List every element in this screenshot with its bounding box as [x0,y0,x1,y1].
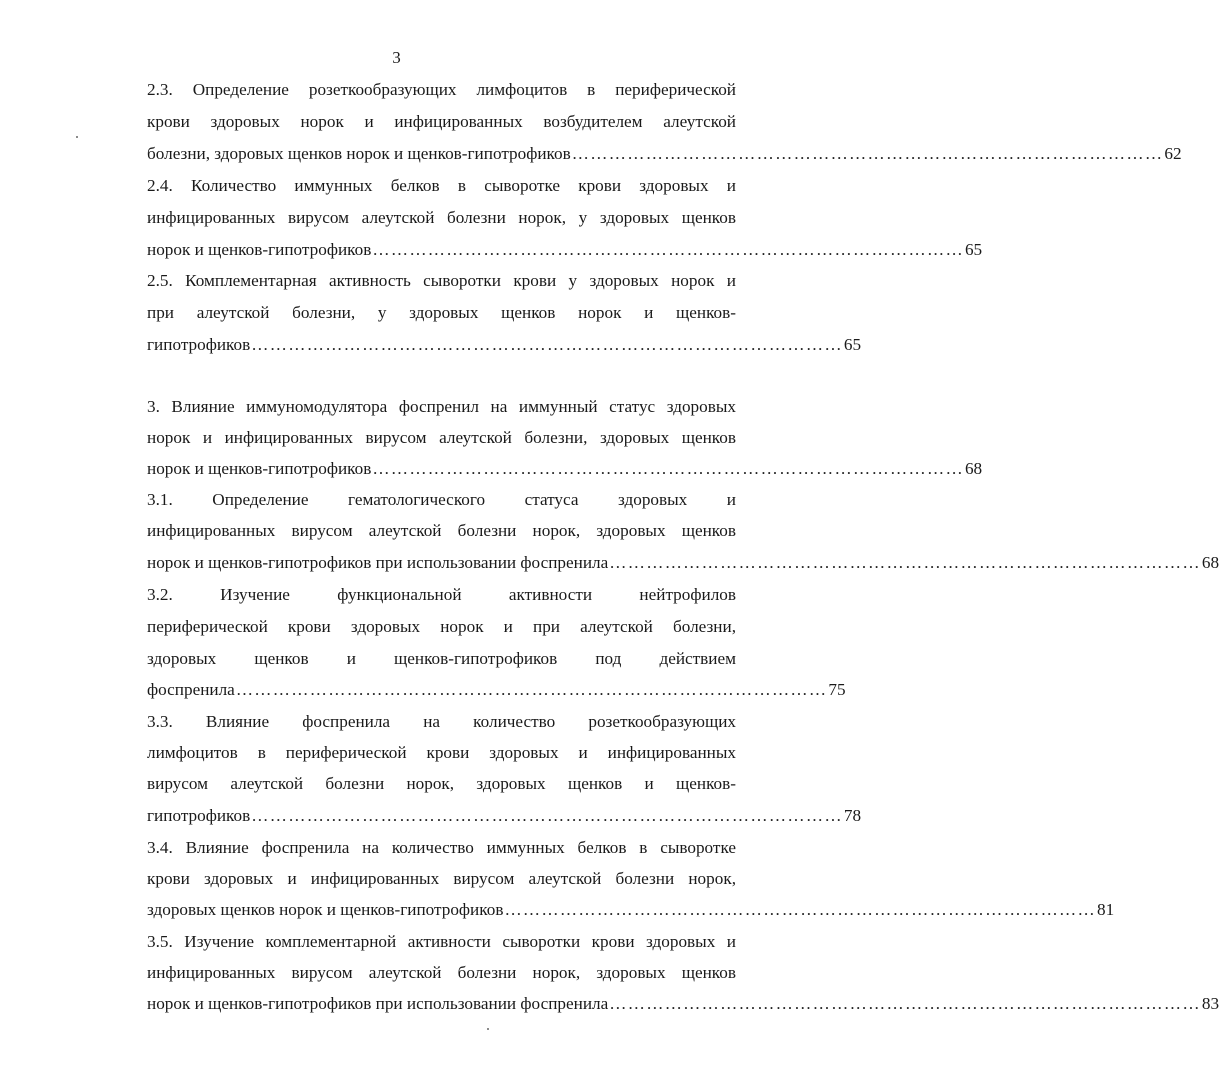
toc-entry-2-5-last-line [147,335,862,355]
toc-entry-title-tail: норок и щенков-гипотрофиков [147,240,372,259]
toc-entry-3-3-last-line [147,806,862,826]
toc-entry-3-last-line [147,459,983,479]
dot-leader: …………………………………………………………………………………… [251,335,843,354]
toc-entry-3-3-line-3: вирусом алеутской болезни норок, здоровых щенков и щенков- [147,774,736,793]
toc-entry-title-tail: здоровых щенков норок и щенков-гипотрофиков [147,900,504,919]
toc-entry-3-5-last-line [147,994,1219,1014]
scan-speck [76,136,78,138]
toc-entry-2-4-last-line [147,240,983,260]
toc-page-number: 65 [843,335,862,354]
scan-speck [487,1028,489,1030]
dot-leader: …………………………………………………………………………………… [235,680,828,699]
toc-entry-title-tail: норок и щенков-гипотрофиков [147,459,372,478]
dot-leader: …………………………………………………………………………………… [609,994,1201,1013]
toc-entry-2-5-line-1: 2.5. Комплементарная активность сыворотки крови у здоровых норок и [147,271,736,290]
dot-leader: …………………………………………………………………………………… [504,900,1097,919]
toc-entry-3-1-line-2: инфицированных вирусом алеутской болезни норок, здоровых щенков [147,521,736,540]
toc-page-number: 68 [1201,553,1219,572]
toc-entry-3-1-line-1: 3.1. Определение гематологического статуса здоровых и [147,490,736,509]
toc-entry-2-4-line-2: инфицированных вирусом алеутской болезни норок, у здоровых щенков [147,208,736,227]
dot-leader: …………………………………………………………………………………… [251,806,843,825]
toc-page-number: 83 [1201,994,1219,1013]
toc-entry-title-tail: гипотрофиков [147,806,251,825]
toc-entry-3-5-line-1: 3.5. Изучение комплементарной активности сыворотки крови здоровых и [147,932,736,951]
toc-entry-3-2-line-3: здоровых щенков и щенков-гипотрофиков под действием [147,649,736,668]
toc-entry-3-3-line-2: лимфоцитов в периферической крови здоровых и инфицированных [147,743,736,762]
toc-entry-title-tail: гипотрофиков [147,335,251,354]
page-number: 3 [392,48,401,67]
toc-page-number: 75 [828,680,846,699]
dot-leader: …………………………………………………………………………………… [372,459,964,478]
toc-entry-title-tail: болезни, здоровых щенков норок и щенков-гипотрофиков [147,144,571,163]
toc-entry-3-2-line-2: периферической крови здоровых норок и при алеутской болезни, [147,617,736,636]
toc-entry-title-tail: фоспренила [147,680,235,699]
toc-entry-2-3-line-1: 2.3. Определение розеткообразующих лимфоцитов в периферической [147,80,736,99]
toc-page-number: 68 [964,459,983,478]
toc-entry-2-4-line-1: 2.4. Количество иммунных белков в сыворотке крови здоровых и [147,176,736,195]
toc-entry-2-3-last-line [147,144,1182,164]
toc-page-number: 78 [843,806,862,825]
toc-entry-3-4-line-2: крови здоровых и инфицированных вирусом алеутской болезни норок, [147,869,736,888]
dot-leader: …………………………………………………………………………………… [372,240,964,259]
toc-entry-3-1-last-line [147,553,1219,573]
toc-entry-3-2-last-line [147,680,846,700]
toc-entry-title-tail: норок и щенков-гипотрофиков при использовании фоспренила [147,553,609,572]
toc-entry-3-2-line-1: 3.2. Изучение функциональной активности нейтрофилов [147,585,736,604]
toc-page-number: 65 [964,240,983,259]
dot-leader: …………………………………………………………………………………… [609,553,1201,572]
toc-entry-3-3-line-1: 3.3. Влияние фоспренила на количество розеткообразующих [147,712,736,731]
toc-entry-2-5-line-2: при алеутской болезни, у здоровых щенков норок и щенков- [147,303,736,322]
dot-leader: …………………………………………………………………………………… [571,144,1164,163]
toc-entry-3-4-last-line [147,900,1115,920]
toc-page-number: 81 [1097,900,1115,919]
toc-entry-3-line-2: норок и инфицированных вирусом алеутской болезни, здоровых щенков [147,428,736,447]
toc-entry-title-tail: норок и щенков-гипотрофиков при использовании фоспренила [147,994,609,1013]
toc-entry-2-3-line-2: крови здоровых норок и инфицированных возбудителем алеутской [147,112,736,131]
toc-entry-3-5-line-2: инфицированных вирусом алеутской болезни норок, здоровых щенков [147,963,736,982]
toc-entry-3-4-line-1: 3.4. Влияние фоспренила на количество иммунных белков в сыворотке [147,838,736,857]
toc-entry-3-line-1: 3. Влияние иммуномодулятора фоспренил на иммунный статус здоровых [147,397,736,416]
toc-page-number: 62 [1164,144,1182,163]
